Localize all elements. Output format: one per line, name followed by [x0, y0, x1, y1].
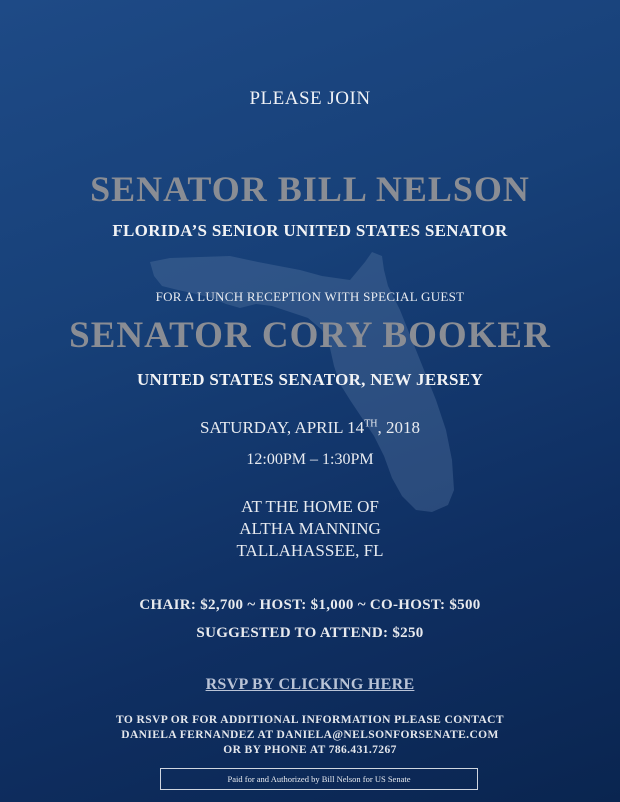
- location-line: TALLAHASSEE, FL: [236, 541, 384, 560]
- contribution-levels: CHAIR: $2,700 ~ HOST: $1,000 ~ CO-HOST: $500: [139, 597, 481, 613]
- contact-line: TO RSVP OR FOR ADDITIONAL INFORMATION PLEASE CONTACT: [116, 714, 504, 726]
- contact-info: [0, 713, 620, 758]
- event-location: [0, 496, 620, 562]
- paid-for-disclaimer: Paid for and Authorized by Bill Nelson for US Senate: [160, 768, 478, 790]
- host-name: SENATOR BILL NELSON: [90, 169, 530, 209]
- contact-line: OR BY PHONE AT 786.431.7267: [223, 744, 397, 756]
- host-title: FLORIDA’S SENIOR UNITED STATES SENATOR: [112, 221, 508, 240]
- guest-title: UNITED STATES SENATOR, NEW JERSEY: [136, 370, 484, 389]
- location-line: AT THE HOME OF: [241, 497, 379, 516]
- please-join-text: PLEASE JOIN: [249, 88, 371, 109]
- guest-name: SENATOR CORY BOOKER: [69, 315, 551, 356]
- location-line: ALTHA MANNING: [239, 519, 381, 538]
- event-date-ordinal: TH: [364, 418, 378, 430]
- event-date-year: , 2018: [377, 418, 421, 437]
- event-intro-text: FOR A LUNCH RECEPTION WITH SPECIAL GUEST: [155, 289, 465, 304]
- event-date: [0, 418, 620, 438]
- event-date-main: SATURDAY, APRIL 14: [199, 418, 365, 437]
- contact-line: DANIELA FERNANDEZ AT DANIELA@NELSONFORSENATE.COM: [121, 729, 499, 741]
- event-time: 12:00PM – 1:30PM: [246, 451, 374, 468]
- rsvp-link[interactable]: RSVP BY CLICKING HERE: [205, 676, 415, 693]
- suggested-contribution: SUGGESTED TO ATTEND: $250: [196, 625, 424, 641]
